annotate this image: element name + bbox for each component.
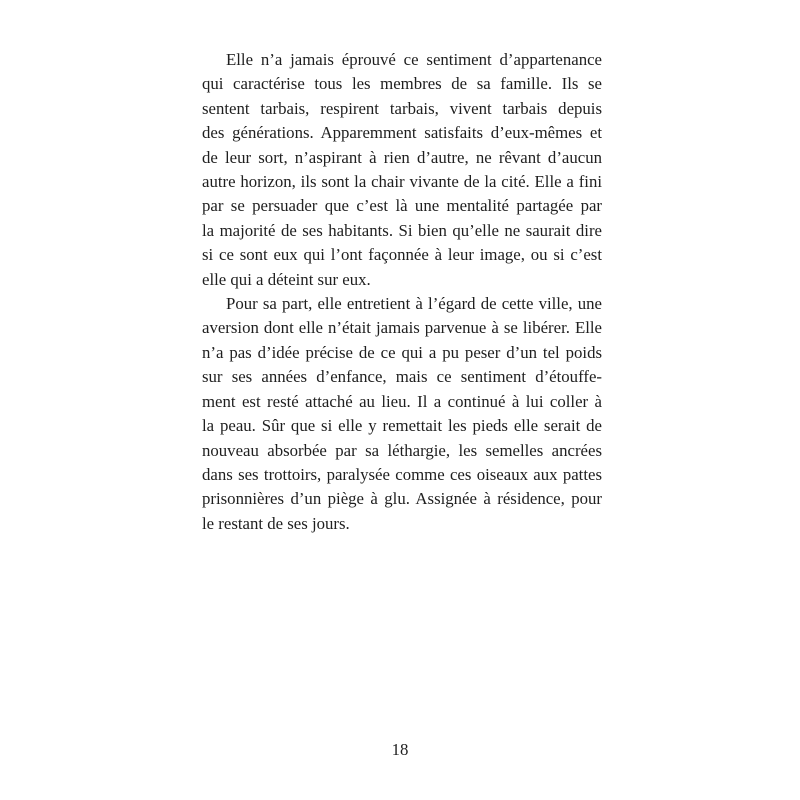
text-line: autre horizon, ils sont la chair vivante de la cité. Elle a fini <box>202 172 602 192</box>
text-line: la peau. Sûr que si elle y remettait les pieds elle serait de <box>202 416 602 436</box>
paragraph-2 <box>202 292 602 536</box>
text-line: qui caractérise tous les membres de sa famille. Ils se <box>202 74 602 94</box>
body-text <box>202 48 602 536</box>
text-line: sentent tarbais, respirent tarbais, vivent tarbais depuis <box>202 98 602 118</box>
text-line: n’a pas d’idée précise de ce qui a pu peser d’un tel poids <box>202 342 602 362</box>
text-line: de leur sort, n’aspirant à rien d’autre, ne rêvant d’aucun <box>202 147 602 167</box>
text-line: nouveau absorbée par sa léthargie, les semelles ancrées <box>202 440 602 460</box>
text-line: sur ses années d’enfance, mais ce sentiment d’étouffe- <box>202 367 602 387</box>
text-line: si ce sont eux qui l’ont façonnée à leur image, ou si c’est <box>202 245 602 265</box>
text-line: Pour sa part, elle entretient à l’égard de cette ville, une <box>226 294 602 314</box>
text-line: aversion dont elle n’était jamais parvenue à se libérer. Elle <box>202 318 602 338</box>
text-line: la majorité de ses habitants. Si bien qu’elle ne saurait dire <box>202 220 602 240</box>
text-line: des générations. Apparemment satisfaits d’eux-mêmes et <box>202 123 602 143</box>
page-number: 18 <box>391 740 409 759</box>
text-line: dans ses trottoirs, paralysée comme ces oiseaux aux pattes <box>202 464 602 484</box>
text-line: par se persuader que c’est là une mentalité partagée par <box>202 196 602 216</box>
text-line: ment est resté attaché au lieu. Il a continué à lui coller à <box>202 391 602 411</box>
text-line: prisonnières d’un piège à glu. Assignée à résidence, pour <box>202 489 602 509</box>
text-line: le restant de ses jours. <box>202 513 350 533</box>
paragraph-1 <box>202 48 602 292</box>
text-line: Elle n’a jamais éprouvé ce sentiment d’appartenance <box>226 50 602 69</box>
text-line: elle qui a déteint sur eux. <box>202 269 371 289</box>
